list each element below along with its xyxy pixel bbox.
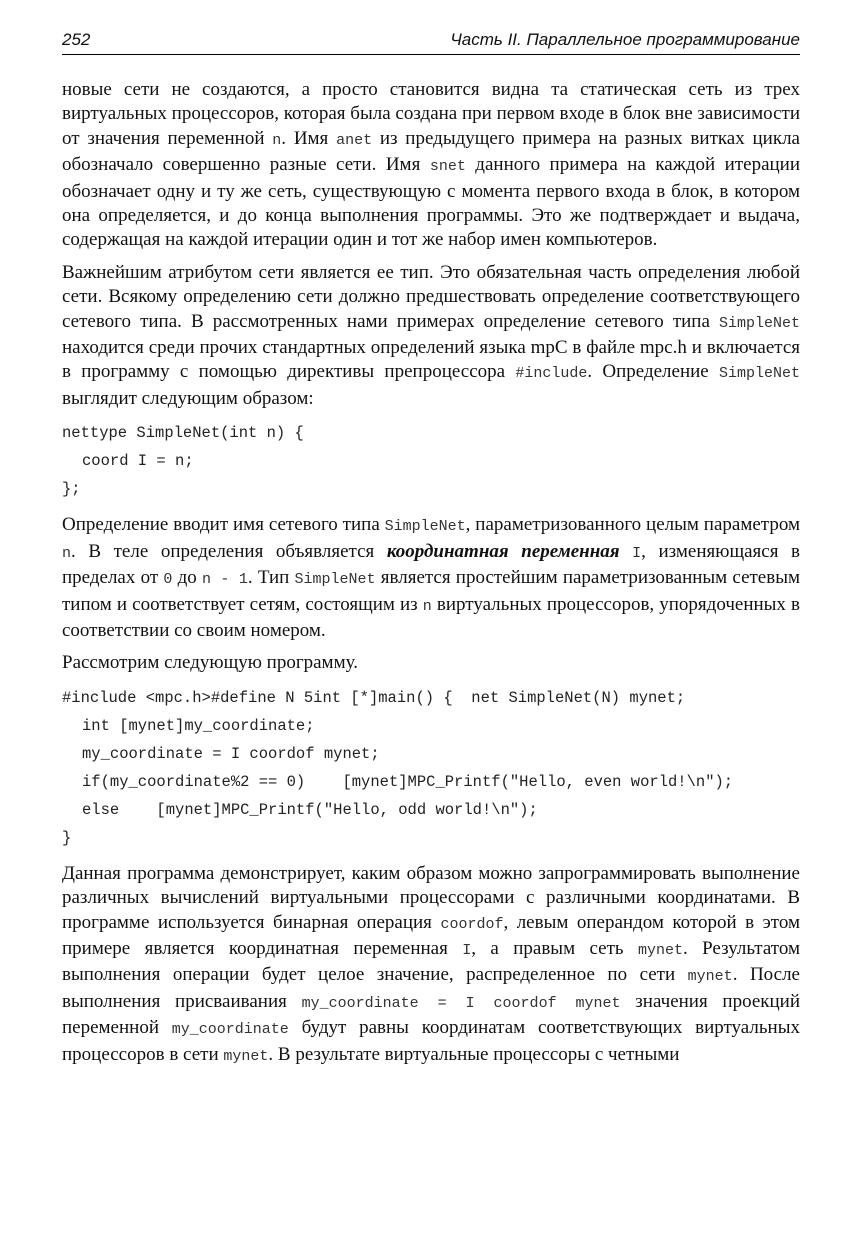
inline-code: my_coordinate (171, 1021, 289, 1039)
inline-code: coordof (440, 915, 504, 933)
paragraph-4: Рассмотрим следующую программу. (62, 652, 358, 674)
code-line: int [mynet]my_coordinate; (82, 716, 315, 735)
inline-code: n (62, 544, 72, 562)
code-line: else [mynet]MPC_Printf("Hello, odd world!\n"); (82, 800, 538, 819)
inline-code: anet (336, 131, 373, 149)
running-header (62, 30, 800, 55)
inline-code: #include (515, 365, 588, 383)
running-title: Часть II. Параллельное программирование (450, 30, 800, 49)
inline-code: n - 1 (201, 571, 248, 589)
code-block-nettype (62, 419, 800, 503)
inline-code: I (462, 941, 472, 959)
code-block-program (62, 684, 800, 852)
inline-code: mynet (687, 968, 733, 986)
code-line: coord I = n; (82, 452, 194, 471)
code-line: #include <mpc.h>#define N 5int [*]main() { net SimpleNet(N) mynet; (62, 688, 686, 707)
inline-code: n (272, 131, 282, 149)
paragraph-2: Важнейшим атрибутом сети является ее тип. Это обязательная часть определения любой сети. Всякому определению сети должно предшествовать определение соответствующего сетевого типа. В рассмотренных нами примерах определение сетевого типа SimpleNet находится среди прочих стандартных определений языка mpC в файле mpc.h и включается в программу с помощью директивы препроцессора #include. Определение SimpleNet выглядит следующим образом: (62, 261, 801, 409)
code-line: } (62, 828, 72, 847)
inline-code: SimpleNet (719, 365, 801, 383)
code-line: if(my_coordinate%2 == 0) [mynet]MPC_Printf("Hello, even world!\n"); (82, 772, 734, 791)
inline-code: n (422, 597, 432, 615)
paragraph-1: новые сети не создаются, а просто становится видна та статическая сеть из трех виртуальных процессоров, которая была создана при первом входе в блок вне зависимости от значения переменной n. Имя anet из предыдущего примера на разных витках цикла обозначало совершенно разные сети. Имя snet данного примера на каждой итерации обозначает одну и ту же сеть, существующую с момента первого входа в блок, в котором она определяется, и до конца выполнения программы. Это же подтверждает и выдача, содержащая на каждой итерации один и тот же набор имен компьютеров. (62, 79, 801, 251)
emphasis-term: координатная переменная (386, 540, 620, 562)
inline-code: 0 (163, 571, 173, 589)
page-body (62, 78, 800, 1077)
inline-code: SimpleNet (384, 518, 466, 536)
inline-code: mynet (637, 941, 683, 959)
inline-code: my_coordinate = I coordof mynet (301, 994, 621, 1012)
inline-code: SimpleNet (718, 314, 800, 332)
inline-code: snet (429, 158, 466, 176)
code-line: }; (62, 480, 81, 499)
inline-code: SimpleNet (294, 571, 376, 589)
paragraph-5: Данная программа демонстрирует, каким образом можно запрограммировать выполнение различных вычислений виртуальными процессорами с различными координатами. В программе используется бинарная операция coordof, левым операндом которой в этом примере является координатная переменная I, а правым сеть mynet. Результатом выполнения операции будет целое значение, распределенное по сети mynet. После выполнения присваивания my_coordinate = I coordof mynet значения проекций переменной my_coordinate будут равны координатам соответствующих виртуальных процессоров в сети mynet. В результате виртуальные процессоры с четными (62, 862, 800, 1065)
inline-code: mynet (223, 1047, 269, 1065)
code-line: nettype SimpleNet(int n) { (62, 424, 304, 443)
code-line: my_coordinate = I coordof mynet; (82, 744, 380, 763)
paragraph-3: Определение вводит имя сетевого типа SimpleNet, параметризованного целым параметром n. В теле определения объявляется координатная переменная I, изменяющаяся в пределах от 0 до n - 1. Тип SimpleNet является простейшим параметризованным сетевым типом и соответствует сетям, состоящим из n виртуальных процессоров, упорядоченных в соответствии со своим номером. (62, 514, 800, 641)
inline-code: I (632, 544, 642, 562)
page-number: 252 (62, 30, 91, 49)
